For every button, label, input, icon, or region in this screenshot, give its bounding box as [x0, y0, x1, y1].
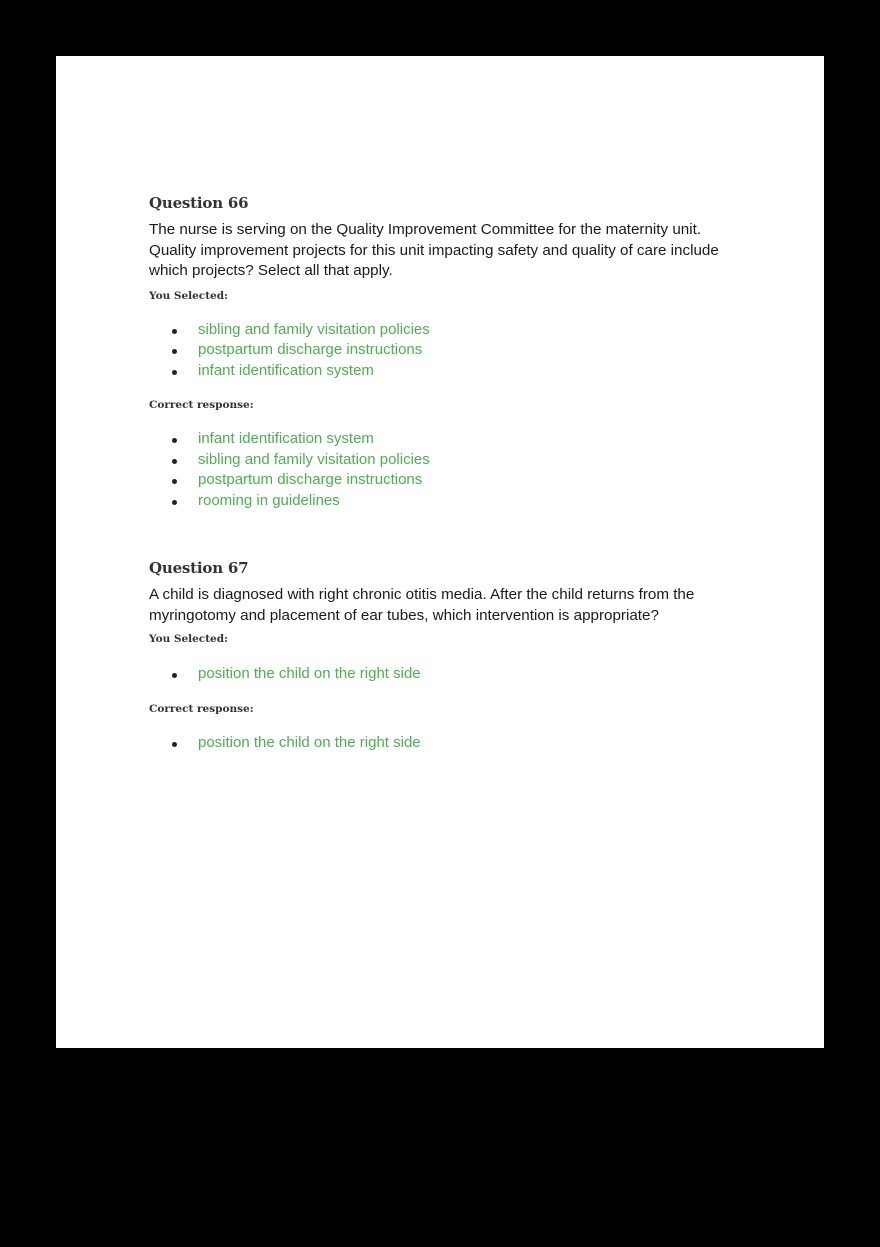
answer-item: position the child on the right side [149, 664, 749, 685]
correct-answers-list [149, 429, 749, 511]
you-selected-label: You Selected: [149, 633, 228, 645]
answer-item: sibling and family visitation policies [149, 320, 749, 341]
document-page [56, 56, 824, 1048]
selected-answers-list [149, 664, 749, 685]
answer-item: position the child on the right side [149, 733, 749, 754]
question-text: The nurse is serving on the Quality Improvement Committee for the maternity unit. Quality improvement projects for this unit impacting safety and quality of care include which projects? Select all that apply. [149, 221, 719, 279]
question-text: A child is diagnosed with right chronic otitis media. After the child returns from the myringotomy and placement of ear tubes, which intervention is appropriate? [149, 586, 695, 624]
question-66 [149, 193, 749, 512]
question-67 [149, 558, 749, 753]
answer-item: infant identification system [149, 361, 749, 382]
question-title: Question 66 [149, 194, 249, 212]
answer-item: infant identification system [149, 429, 749, 450]
selected-answers-list [149, 320, 749, 382]
you-selected-label: You Selected: [149, 289, 228, 302]
answer-item: rooming in guidelines [149, 491, 749, 512]
correct-response-label: Correct response: [149, 399, 254, 412]
answer-item: postpartum discharge instructions [149, 340, 749, 361]
correct-response-label: Correct response: [149, 702, 254, 715]
answer-item: sibling and family visitation policies [149, 450, 749, 471]
correct-answers-list [149, 733, 749, 754]
answer-item: postpartum discharge instructions [149, 470, 749, 491]
question-title: Question 67 [149, 559, 249, 577]
